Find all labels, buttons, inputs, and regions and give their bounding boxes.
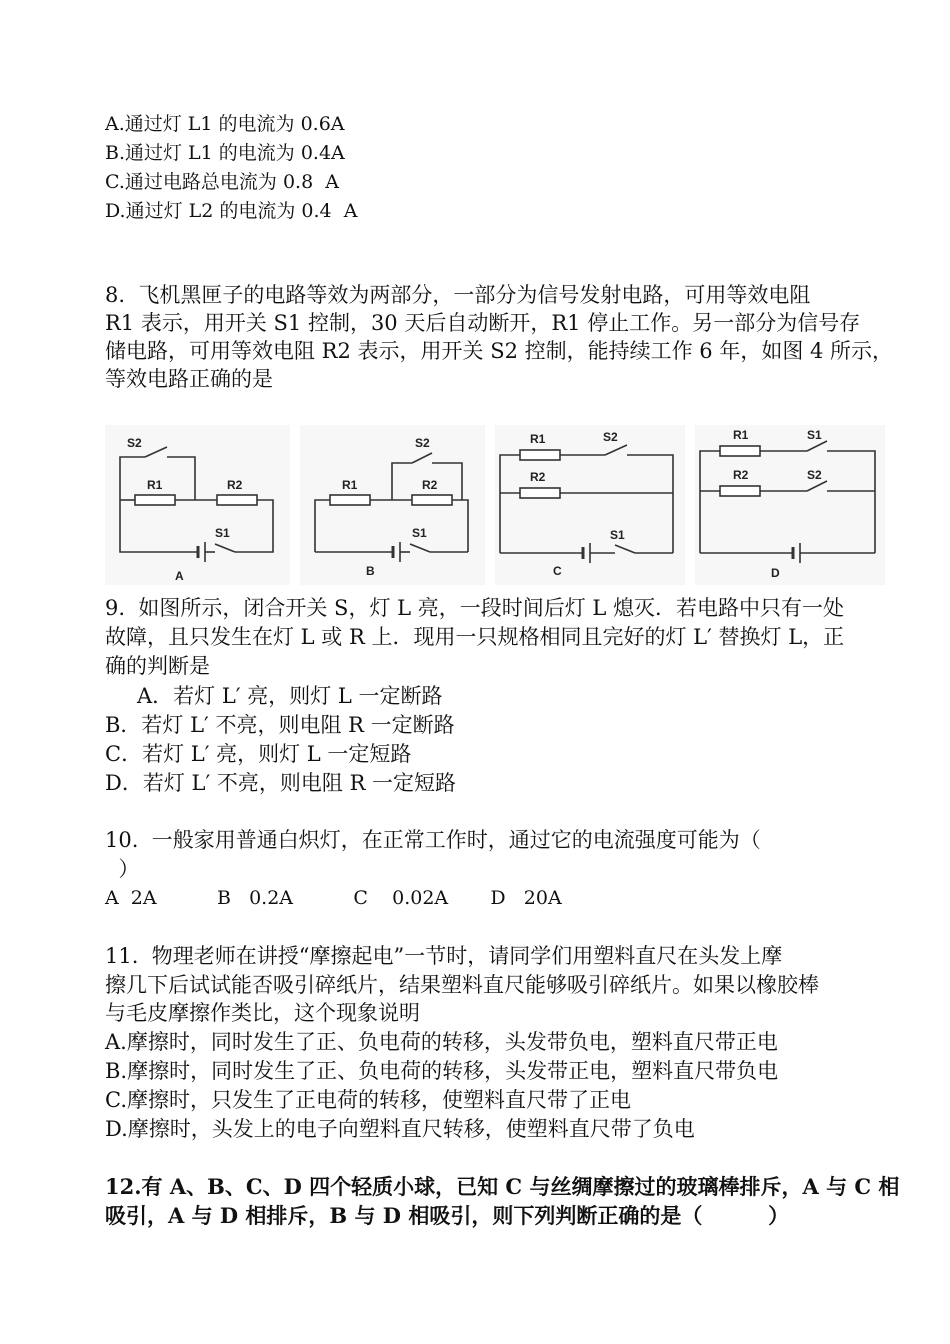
q8-line-2: R1 表示，用开关 S1 控制，30 天后自动断开，R1 停止工作。另一部分为信号存 (105, 311, 861, 335)
q8-line-1: 8. 飞机黑匣子的电路等效为两部分，一部分为信号发射电路，可用等效电阻 (105, 283, 811, 307)
circuit-c-caption: C (553, 564, 562, 578)
circuit-c-label-r2: R2 (530, 470, 546, 484)
q11-line-3: 与毛皮摩擦作类比，这个现象说明 (105, 1001, 420, 1025)
circuit-b-label-s1: S1 (412, 526, 427, 540)
q7-option-b: B.通过灯 L1 的电流为 0.4A (105, 142, 345, 164)
q10-options: A 2A B 0.2A C 0.02A D 20A (105, 887, 562, 909)
circuit-a-label-r2: R2 (227, 478, 243, 492)
circuit-a-caption: A (175, 569, 184, 583)
circuit-c-label-r1: R1 (530, 432, 546, 446)
q11-option-a: A.摩擦时，同时发生了正、负电荷的转移，头发带负电，塑料直尺带正电 (105, 1030, 778, 1054)
q11-line-1: 11. 物理老师在讲授“摩擦起电”一节时，请同学们用塑料直尺在头发上摩 (105, 944, 783, 968)
q7-option-a: A.通过灯 L1 的电流为 0.6A (105, 113, 345, 135)
q7-option-d: D.通过灯 L2 的电流为 0.4 A (105, 200, 358, 222)
circuit-a-label-s2: S2 (127, 436, 142, 450)
q11-option-b: B.摩擦时，同时发生了正、负电荷的转移，头发带正电，塑料直尺带负电 (105, 1059, 779, 1083)
circuit-b (300, 425, 485, 585)
q11-option-d: D.摩擦时，头发上的电子向塑料直尺转移，使塑料直尺带了负电 (105, 1117, 695, 1141)
circuit-a (105, 425, 290, 585)
circuit-a-label-s1: S1 (215, 526, 230, 540)
q9-line-2: 故障，且只发生在灯 L 或 R 上．现用一只规格相同且完好的灯 L′ 替换灯 L，正 (105, 625, 845, 649)
q10-line-1: 10. 一般家用普通白炽灯，在正常工作时，通过它的电流强度可能为（ (105, 828, 761, 852)
q9-option-a: A．若灯 L′ 亮，则灯 L 一定断路 (137, 684, 443, 708)
q9-option-d: D．若灯 L′ 不亮，则电阻 R 一定短路 (105, 771, 457, 795)
q11-line-2: 擦几下后试试能否吸引碎纸片，结果塑料直尺能够吸引碎纸片。如果以橡胶棒 (105, 973, 819, 997)
circuit-b-label-s2: S2 (415, 436, 430, 450)
circuit-b-label-r1: R1 (342, 478, 358, 492)
circuit-figures (105, 425, 885, 585)
q9-option-b: B．若灯 L′ 不亮，则电阻 R 一定断路 (105, 713, 455, 737)
q12-line-1: 12.有 A、B、C、D 四个轻质小球，已知 C 与丝绸摩擦过的玻璃棒排斥，A 与 C 相 (105, 1174, 900, 1199)
circuit-d-label-s2: S2 (807, 468, 822, 482)
circuit-a-label-r1: R1 (147, 478, 163, 492)
q9-line-3: 确的判断是 (105, 654, 210, 678)
circuit-d-label-r2: R2 (733, 468, 749, 482)
circuit-d-caption: D (771, 566, 780, 580)
q10-line-2: ） (105, 857, 140, 881)
circuit-d (695, 425, 885, 585)
q8-line-4: 等效电路正确的是 (105, 367, 273, 391)
q9-line-1: 9. 如图所示，闭合开关 S，灯 L 亮，一段时间后灯 L 熄灭．若电路中只有一处 (105, 596, 845, 620)
q9-option-c: C．若灯 L′ 亮，则灯 L 一定短路 (105, 742, 412, 766)
circuit-b-label-r2: R2 (422, 478, 438, 492)
circuit-d-label-r1: R1 (733, 428, 749, 442)
q7-option-c: C.通过电路总电流为 0.8 A (105, 171, 339, 193)
circuit-d-label-s1: S1 (807, 428, 822, 442)
q12-line-2: 吸引，A 与 D 相排斥，B 与 D 相吸引，则下列判断正确的是（ ） (105, 1203, 790, 1228)
q11-option-c: C.摩擦时，只发生了正电荷的转移，使塑料直尺带了正电 (105, 1088, 631, 1112)
circuit-b-caption: B (366, 564, 375, 578)
q8-line-3: 储电路，可用等效电阻 R2 表示，用开关 S2 控制，能持续工作 6 年，如图 4 所示， (105, 339, 894, 363)
circuit-c-label-s2: S2 (603, 430, 618, 444)
circuit-c-label-s1: S1 (610, 528, 625, 542)
circuit-c (495, 425, 685, 585)
